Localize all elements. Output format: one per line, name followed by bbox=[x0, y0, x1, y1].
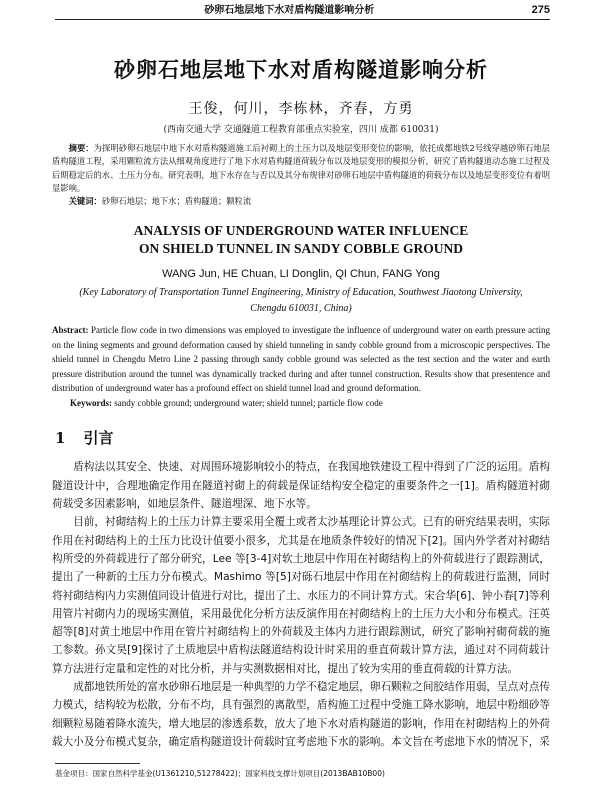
paragraph: 成都地铁所处的富水砂卵石地层是一种典型的力学不稳定地层，卵石颗粒之间胶结作用弱，呈点对点传力模式，结构较为松散，分布不均，具有强烈的离散型，盾构施工过程中受施工降水影响，地层中粉细砂等细颗粒易随着降水流失，增大地层的渗透系数，放大了地下水对盾构隧道的影响，作用在衬砌结构上的外荷载大小及分布模式复杂，确定盾构隧道设计荷载时宜考虑地下水的影响。本文旨在考虑地下水的情况下，采 bbox=[52, 681, 550, 748]
page-number: 275 bbox=[531, 4, 550, 16]
keywords-en-label: Keywords: bbox=[70, 397, 112, 408]
english-title bbox=[52, 222, 550, 258]
body-text bbox=[52, 458, 550, 751]
english-affiliation-line1: (Key Laboratory of Transportation Tunnel Engineering, Ministry of Education, Southwest Jiaotong University, bbox=[79, 287, 523, 299]
abstract-en bbox=[52, 323, 550, 410]
running-header bbox=[55, 4, 550, 20]
keywords-cn: 砂卵石地层；地下水；盾构隧道；颗粒流 bbox=[101, 196, 252, 207]
authors: 王俊，何川，李栋林，齐春，方勇 bbox=[188, 101, 414, 117]
english-affiliation bbox=[40, 285, 562, 317]
running-header-title: 砂卵石地层地下水对盾构隧道影响分析 bbox=[204, 5, 375, 16]
footnote-divider bbox=[55, 763, 140, 764]
section-title: 引言 bbox=[83, 429, 114, 448]
keywords-en: sandy cobble ground; underground water; shield tunnel; particle flow code bbox=[114, 397, 383, 408]
abstract-cn-text: 为探明砂卵石地层中地下水对盾构隧道施工后衬砌上的土压力以及地层变形变位的影响，依托成都地铁2号线穿越砂卵石地层盾构隧道工程，采用颗粒流方法从细观角度进行了地下水对盾构隧道荷载分布以及地层变形的模拟分析，研究了盾构隧道动态施工过程及后期稳定后的水、土压力分布。研究表明，地下水存在与否以及其分布规律对砂卵石地层中盾构隧道的荷载分布以及地层变形变位有着明显影响。 bbox=[52, 143, 550, 193]
footnote: 基金项目：国家自然科学基金(U1361210,51278422)；国家科技支撑计划项目(2013BAB10B00) bbox=[55, 769, 385, 779]
keywords-cn-label: 关键词： bbox=[68, 196, 102, 207]
paper-title: 砂卵石地层地下水对盾构隧道影响分析 bbox=[114, 58, 488, 82]
abstract-cn-label: 摘要： bbox=[68, 143, 94, 153]
abstract-cn bbox=[52, 142, 550, 208]
english-affiliation-line2: Chengdu 610031, China) bbox=[250, 303, 352, 315]
english-title-line1: ANALYSIS OF UNDERGROUND WATER INFLUENCE bbox=[133, 223, 469, 239]
abstract-en-label: Abstract: bbox=[52, 325, 89, 336]
english-title-line2: ON SHIELD TUNNEL IN SANDY COBBLE GROUND bbox=[138, 241, 464, 257]
english-authors: WANG Jun, HE Chuan, LI Donglin, QI Chun, FANG Yong bbox=[162, 268, 440, 281]
abstract-en-text: Particle flow code in two dimensions was employed to investigate the influence of underground water on earth pressure acting on the lining segments and ground deformation caused by shield tunneling in sandy cobble ground from a microscopic perspectives. The shield tunnel in Chengdu Metro Line 2 passing through sandy cobble ground was selected as the test section and the water and earth pressure distribution around the tunnel was dynamically tracked during and after tunnel construction. Results show that presentence and distribution of underground water has a profound effect on shield tunnel load and ground deformation. bbox=[52, 325, 551, 394]
section-heading bbox=[55, 428, 550, 448]
section-number: 1 bbox=[55, 429, 66, 448]
paragraph: 目前，衬砌结构上的土压力计算主要采用全覆土或者太沙基理论计算公式。已有的研究结果表明，实际作用在衬砌结构上的土压力比设计值要小很多，尤其是在地质条件较好的情况下[2]。国内外学者对衬砌结构所受的外荷载进行了部分研究，Lee 等[3-4]对软土地层中作用在衬砌结构上的外荷载进行了跟踪测试，提出了一种新的土压力分布模式。Mashimo 等[5]对砾石地层中作用在衬砌结构上的荷载进行监测，同时将衬砌结构内力实测值同设计值进行对比，提出了土、水压力的不同计算方式。宋合华[6]、钟小春[7]等利用管片衬砌内力的现场实测值，采用最优化分析方法反演作用在衬砌结构上的土压力大小和分布模式。汪英超等[8]对黄土地层中作用在管片衬砌结构上的外荷载及主体内力进行跟踪测试，研究了影响衬砌荷载的施工参数。孙文昊[9]探讨了土质地层中盾构法隧道结构设计时采用的垂直荷载计算方法，通过对不同荷载计算方法进行定量和定性的对比分析，并与实测数据相对比，提出了较为实用的垂直荷载的计算方法。 bbox=[52, 516, 550, 675]
affiliation: (西南交通大学 交通隧道工程教育部重点实验室，四川 成都 610031) bbox=[163, 125, 439, 135]
paragraph: 盾构法以其安全、快速、对周围环境影响较小的特点，在我国地铁建设工程中得到了广泛的运用。盾构隧道设计中，合理地确定作用在隧道衬砌上的荷载是保证结构安全稳定的重要条件之一[1]。盾构隧道衬砌荷载受多因素影响，如地层条件、隧道埋深、地下水等。 bbox=[52, 461, 550, 511]
